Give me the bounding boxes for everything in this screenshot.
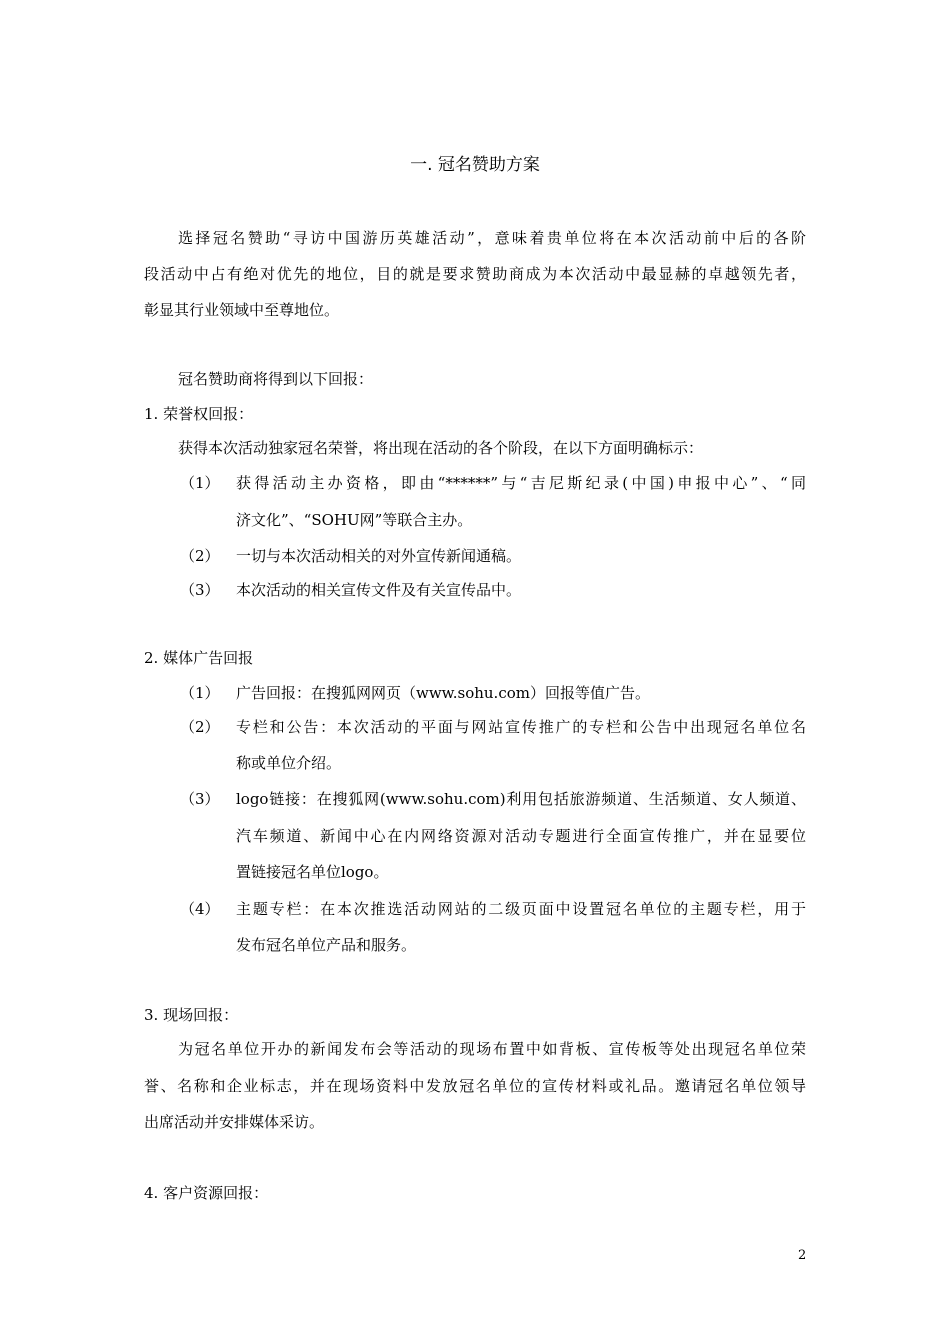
s2-item-4-num: （4） <box>180 900 220 918</box>
s3-line-3: 出席活动并安排媒体采访。 <box>144 1113 325 1131</box>
page-number: 2 <box>798 1248 807 1263</box>
s2-heading: 2. 媒体广告回报 <box>144 649 254 667</box>
intro-line-3: 彰显其行业领域中至尊地位。 <box>144 301 340 319</box>
s3-line-2: 誉、名称和企业标志，并在现场资料中发放冠名单位的宣传材料或礼品。邀请冠名单位领导 <box>144 1077 806 1095</box>
s2-item-2-line-2: 称或单位介绍。 <box>236 754 342 772</box>
s1-item-1-line-2: 济文化”、“SOHU网”等联合主办。 <box>236 511 473 529</box>
s2-item-4-line-1: 主题专栏：在本次推选活动网站的二级页面中设置冠名单位的主题专栏，用于 <box>236 900 806 918</box>
intro-line-1: 选择冠名赞助“寻访中国游历英雄活动”，意味着贵单位将在本次活动前中后的各阶 <box>178 229 806 247</box>
s2-item-3-line-1: logo链接：在搜狐网(www.sohu.com)利用包括旅游频道、生活频道、女人频道、 <box>236 790 806 808</box>
s1-heading: 1. 荣誉权回报： <box>144 405 254 423</box>
s2-item-2-num: （2） <box>180 718 220 736</box>
s1-item-1-num: （1） <box>180 474 220 492</box>
s3-heading: 3. 现场回报： <box>144 1006 239 1024</box>
s2-item-1-line-1: 广告回报：在搜狐网网页（www.sohu.com）回报等值广告。 <box>236 684 650 702</box>
s4-heading: 4. 客户资源回报： <box>144 1184 269 1202</box>
s2-item-3-line-3: 置链接冠名单位logo。 <box>236 863 389 881</box>
s1-item-2-line-1: 一切与本次活动相关的对外宣传新闻通稿。 <box>236 547 522 565</box>
s3-line-1: 为冠名单位开办的新闻发布会等活动的现场布置中如背板、宣传板等处出现冠名单位荣 <box>178 1040 806 1058</box>
s2-item-3-num: （3） <box>180 790 220 808</box>
s2-item-4-line-2: 发布冠名单位产品和服务。 <box>236 936 417 954</box>
section-title: 一. 冠名赞助方案 <box>410 155 540 175</box>
s1-item-1-line-1: 获得活动主办资格，即由“******”与“吉尼斯纪录(中国)申报中心”、“同 <box>236 474 806 492</box>
s1-desc: 获得本次活动独家冠名荣誉，将出现在活动的各个阶段，在以下方面明确标示： <box>178 439 704 457</box>
s1-item-2-num: （2） <box>180 547 220 565</box>
intro-line-2: 段活动中占有绝对优先的地位，目的就是要求赞助商成为本次活动中最显赫的卓越领先者， <box>144 265 806 283</box>
s2-item-3-line-2: 汽车频道、新闻中心在内网络资源对活动专题进行全面宣传推广，并在显要位 <box>236 827 806 845</box>
s1-item-3-num: （3） <box>180 581 220 599</box>
s1-item-3-line-1: 本次活动的相关宣传文件及有关宣传品中。 <box>236 581 522 599</box>
s2-item-2-line-1: 专栏和公告：本次活动的平面与网站宣传推广的专栏和公告中出现冠名单位名 <box>236 718 806 736</box>
s2-item-1-num: （1） <box>180 684 220 702</box>
returns-lead: 冠名赞助商将得到以下回报： <box>178 370 374 388</box>
